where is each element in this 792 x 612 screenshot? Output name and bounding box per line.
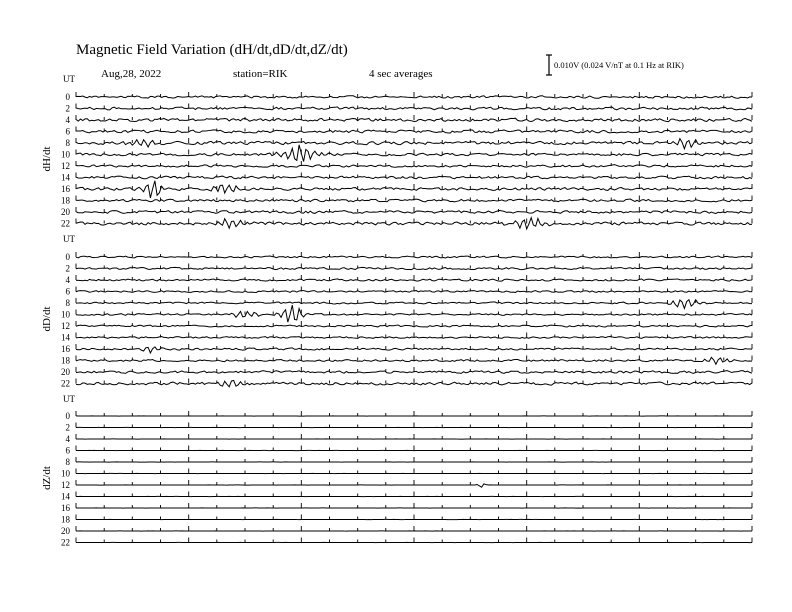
ut-label: UT (63, 394, 75, 404)
chart-header (76, 42, 684, 80)
row-label: 8 (65, 138, 70, 148)
ut-label: UT (63, 234, 75, 244)
panel-dZ-dt (41, 394, 752, 548)
ut-label: UT (63, 74, 75, 84)
row-label: 14 (61, 491, 70, 502)
panels (41, 74, 752, 548)
row-label: 4 (65, 434, 70, 444)
row-label: 14 (61, 172, 70, 183)
date-label: Aug,28, 2022 (101, 68, 162, 80)
row-label: 18 (61, 355, 70, 366)
row-label: 16 (61, 184, 70, 194)
row-label: 16 (61, 344, 70, 354)
row-label: 8 (65, 457, 70, 467)
averaging-label: 4 sec averages (369, 68, 433, 80)
row-label: 18 (61, 195, 70, 206)
row-label: 10 (61, 149, 70, 160)
row-label: 12 (61, 321, 70, 331)
row-label: 2 (65, 103, 70, 114)
row-label: 16 (61, 503, 70, 513)
y-axis-label: dH/dt (41, 146, 53, 172)
row-label: 10 (61, 309, 70, 320)
row-label: 0 (65, 411, 70, 421)
y-axis-label: dD/dt (41, 306, 53, 332)
row-label: 10 (61, 468, 70, 479)
row-label: 2 (65, 263, 70, 274)
row-label: 4 (65, 275, 70, 285)
scale-label: 0.010V (0.024 V/nT at 0.1 Hz at RIK) (554, 60, 684, 70)
row-label: 14 (61, 332, 70, 343)
station-label: station=RIK (233, 68, 288, 80)
row-label: 6 (65, 126, 70, 137)
row-label: 0 (65, 252, 70, 262)
chart-title: Magnetic Field Variation (dH/dt,dD/dt,dZ/dt) (76, 42, 348, 58)
row-label: 8 (65, 298, 70, 308)
row-label: 0 (65, 92, 70, 102)
row-label: 20 (61, 207, 70, 217)
panel-dD-dt (41, 234, 752, 389)
trace-line (76, 181, 752, 198)
row-label: 22 (61, 537, 70, 548)
scale-bar (546, 55, 552, 75)
panel-dH-dt (41, 74, 752, 229)
row-label: 20 (61, 526, 70, 536)
row-label: 20 (61, 367, 70, 377)
y-axis-label: dZ/dt (41, 466, 53, 490)
row-label: 12 (61, 161, 70, 171)
row-label: 6 (65, 445, 70, 456)
row-label: 22 (61, 218, 70, 229)
row-label: 18 (61, 514, 70, 525)
row-label: 22 (61, 378, 70, 389)
row-label: 12 (61, 480, 70, 490)
row-label: 2 (65, 422, 70, 433)
row-label: 4 (65, 115, 70, 125)
row-label: 6 (65, 286, 70, 297)
